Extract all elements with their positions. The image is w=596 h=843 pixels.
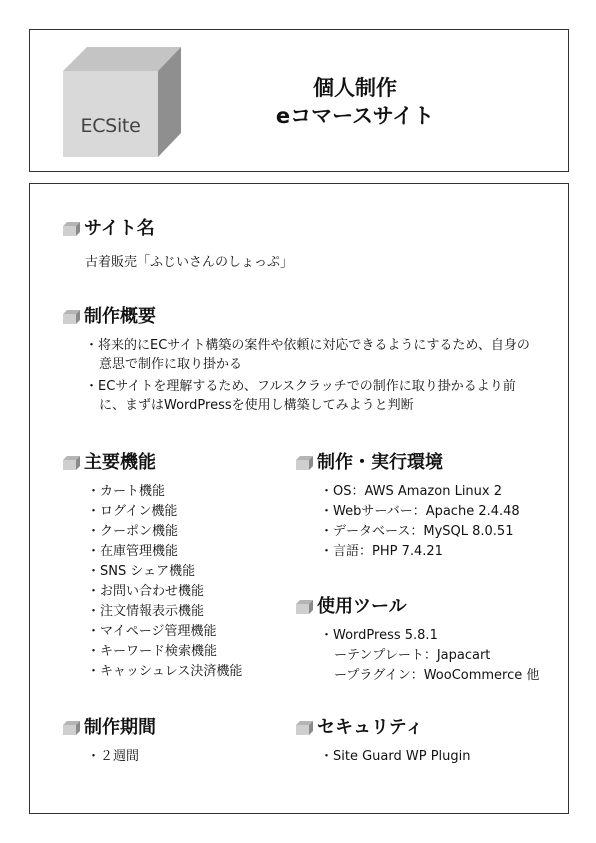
feature-item: ・お問い合わせ機能: [87, 584, 205, 599]
period-value: ・２週間: [87, 749, 140, 764]
overview-heading-text: 制作概要: [84, 306, 156, 327]
site-name-heading-text: サイト名: [84, 218, 155, 239]
security-list: [296, 747, 556, 767]
security-heading-text: セキュリティ: [317, 717, 424, 738]
environment-item: ・言語：PHP 7.4.21: [320, 544, 443, 559]
feature-item: ・ログイン機能: [87, 504, 178, 519]
tool-sub-item-wrap: [320, 646, 566, 666]
tools-heading-text: 使用ツール: [317, 596, 407, 617]
content-box: [29, 183, 569, 814]
environment-heading: [296, 450, 556, 476]
site-name-heading: [63, 216, 533, 242]
period-heading-text: 制作期間: [84, 717, 156, 738]
overview-list: [63, 336, 535, 415]
site-name-value: 古着販売「ふじいさんのしょっぷ」: [85, 255, 294, 270]
environment-item: ・OS：AWS Amazon Linux 2: [320, 484, 503, 499]
period-list: [63, 747, 293, 767]
tool-sub-item: ーテンプレート：Japacart: [334, 648, 491, 663]
feature-item: ・マイページ管理機能: [87, 624, 217, 639]
feature-item: ・注文情報表示機能: [87, 604, 205, 619]
cube-bullet-icon: [296, 721, 313, 735]
cube-bullet-icon: [296, 456, 313, 470]
ecsite-logo: [63, 47, 181, 157]
tool-item: ・WordPress 5.8.1: [320, 628, 438, 643]
feature-item: ・在庫管理機能: [87, 544, 179, 559]
security-heading: [296, 715, 556, 741]
tools-heading: [296, 594, 566, 620]
cube-bullet-icon: [63, 222, 80, 236]
features-section: [63, 450, 293, 682]
header-box: [29, 29, 569, 172]
security-value: ・Site Guard WP Plugin: [320, 749, 471, 764]
page-title: [230, 74, 480, 130]
features-heading-text: 主要機能: [84, 452, 156, 473]
cube-bullet-icon: [296, 600, 313, 614]
site-name-section: [63, 216, 533, 272]
overview-section: [63, 304, 543, 415]
features-list: [63, 482, 293, 682]
environment-heading-text: 制作・実行環境: [317, 452, 443, 473]
features-heading: [63, 450, 293, 476]
overview-item: ・ECサイトを理解するため、フルスクラッチでの制作に取り掛かるより前に、まずはWordPressを使用し構築してみようと判断: [85, 379, 516, 413]
logo-text: ECSite: [80, 115, 141, 137]
feature-item: ・クーポン機能: [87, 524, 179, 539]
period-section: [63, 715, 293, 767]
overview-item: ・将来的にECサイト構築の案件や依頼に対応できるようにするため、自身の意思で制作に取り掛かる: [85, 338, 530, 372]
tools-list: [296, 626, 566, 686]
environment-item: ・データベース：MySQL 8.0.51: [320, 524, 514, 539]
overview-heading: [63, 304, 543, 330]
cube-bullet-icon: [63, 456, 80, 470]
feature-item: ・SNS シェア機能: [87, 564, 196, 579]
environment-section: [296, 450, 556, 562]
cube-bullet-icon: [63, 310, 80, 324]
feature-item: ・キーワード検索機能: [87, 644, 218, 659]
title-line-2: eコマースサイト: [275, 104, 435, 128]
feature-item: ・キャッシュレス決済機能: [87, 664, 243, 679]
security-section: [296, 715, 556, 767]
tools-section: [296, 594, 566, 686]
environment-list: [296, 482, 556, 562]
tool-sub-item: ープラグイン：WooCommerce 他: [334, 668, 540, 683]
cube-bullet-icon: [63, 721, 80, 735]
environment-item: ・Webサーバー：Apache 2.4.48: [320, 504, 520, 519]
tool-sub-item-wrap: [320, 666, 566, 686]
title-line-1: 個人制作: [313, 76, 397, 100]
feature-item: ・カート機能: [87, 484, 166, 499]
period-heading: [63, 715, 293, 741]
